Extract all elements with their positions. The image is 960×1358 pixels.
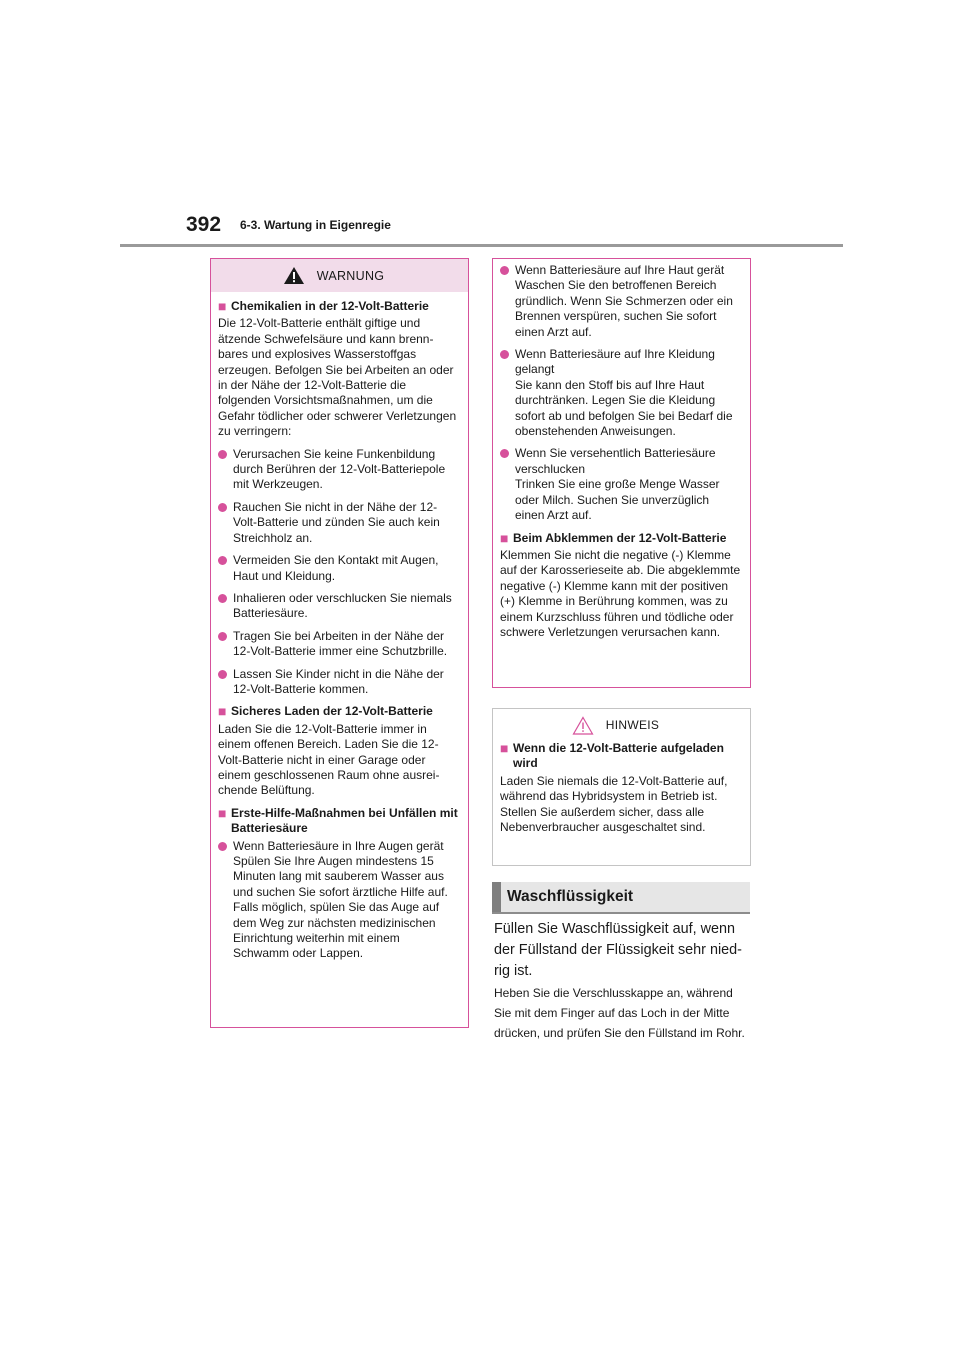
section-heading: ■ Chemikalien in der 12-Volt-Batterie <box>218 298 429 314</box>
warning-body-continued <box>493 259 750 640</box>
section-heading: ■ Beim Abklemmen der 12-Volt-Batterie <box>500 529 727 546</box>
section-heading: ■ Erste-Hilfe-Maßnahmen bei Unfällen mit Batteriesäure <box>218 804 458 836</box>
page-number: 392 <box>186 213 222 236</box>
list-item: Wenn Sie versehentlich Batteriesäure verschlucken Trinken Sie eine große Menge Wasser oder Milch. Suchen Sie unverzüglich einen Arzt auf. <box>500 446 741 523</box>
list-item: Tragen Sie bei Arbeiten in der Nähe der 12-Volt-Batterie immer eine Schutzbrille. <box>218 629 459 660</box>
section-title: 6-3. Wartung in Eigenregie <box>240 218 391 232</box>
square-bullet-icon: ■ <box>218 298 227 314</box>
bullet-dot-icon <box>218 450 227 459</box>
warning-box-continued <box>492 258 751 688</box>
bullet-dot-icon <box>218 842 227 851</box>
bullet-dot-icon <box>500 350 509 359</box>
washer-fluid-title: Waschflüssigkeit <box>507 888 634 905</box>
paragraph: Laden Sie die 12-Volt-Batterie immer in einem offenen Bereich. Laden Sie die 12-Volt-Batterie nicht in einer Garage oder einem geschlossenen Raum ohne ausreichende Belüftung. <box>218 721 440 798</box>
square-bullet-icon: ■ <box>500 740 509 756</box>
warning-body <box>211 292 468 962</box>
section-heading: ■ Sicheres Laden der 12-Volt-Batterie <box>218 703 433 720</box>
washer-fluid-text: Heben Sie die Verschlusskappe an, während Sie mit dem Finger auf das Loch in der Mitte drücken, und prüfen Sie den Füllstand im Rohr. <box>494 986 745 1040</box>
square-bullet-icon: ■ <box>218 804 227 821</box>
bullet-dot-icon <box>218 632 227 641</box>
notice-box <box>492 708 751 866</box>
list-item: Wenn Batteriesäure auf Ihre Kleidung gelangt Sie kann den Stoff bis auf Ihre Haut durchtränken. Legen Sie die Kleidung sofort ab und befolgen Sie bei Bedarf die obenstehenden Anweisungen. <box>500 347 741 439</box>
notice-body <box>493 739 750 835</box>
header-rule <box>120 244 843 247</box>
washer-fluid-heading <box>492 882 750 914</box>
list-item: Lassen Sie Kinder nicht in die Nähe der 12-Volt-Batterie kommen. <box>218 667 459 698</box>
list-item: Wenn Batteriesäure in Ihre Augen gerät Spülen Sie Ihre Augen mindestens 15 Minuten lang mit sauberem Wasser aus und suchen Sie sofort ärztliche Hilfe auf. Falls möglich, spülen Sie das Auge auf dem Weg zur nächsten medizinischen Einrichtung weiterhin mit einem Schwamm oder Lappen. <box>218 839 459 962</box>
bullet-dot-icon <box>218 594 227 603</box>
list-item: Wenn Batteriesäure auf Ihre Haut gerät Waschen Sie den betroffenen Bereich gründlich. Wenn Sie Schmerzen oder ein Brennen verspüren, suchen Sie sofort einen Arzt auf. <box>500 263 741 340</box>
bullet-dot-icon <box>500 266 509 275</box>
warning-title: WARNUNG <box>316 268 385 283</box>
notice-header <box>493 711 750 739</box>
warning-triangle-icon <box>283 266 305 285</box>
warning-box <box>210 258 469 1028</box>
paragraph: Klemmen Sie nicht die negative (-) Klemme auf der Karosserieseite ab. Die abgeklemmte negative (-) Klemme kann mit der positiven (+) Klemme in Berührung kommen, was zu einem Kurzschluss führen und tödliche oder schwere Verletzungen verursachen kann. <box>500 547 741 639</box>
warning-header <box>211 259 468 292</box>
list-item: Vermeiden Sie den Kontakt mit Augen, Haut und Kleidung. <box>218 553 459 584</box>
paragraph: Laden Sie niemals die 12-Volt-Batterie auf, während das Hybridsystem in Betrieb ist. Stellen Sie außerdem sicher, dass alle Nebenverbraucher ausgeschaltet sind. <box>500 773 728 835</box>
square-bullet-icon: ■ <box>500 529 509 546</box>
notice-title: HINWEIS <box>605 718 660 732</box>
list-item: Rauchen Sie nicht in der Nähe der 12-Volt-Batterie und zünden Sie auch kein Streichholz an. <box>218 500 459 546</box>
bullet-dot-icon <box>218 503 227 512</box>
bullet-dot-icon <box>218 556 227 565</box>
bullet-dot-icon <box>500 449 509 458</box>
bullet-dot-icon <box>218 670 227 679</box>
washer-fluid-lead: Füllen Sie Waschflüssigkeit auf, wenn der Füllstand der Flüssigkeit sehr niedrig ist. <box>494 921 742 979</box>
list-item: Inhalieren oder verschlucken Sie niemals Batteriesäure. <box>218 591 459 622</box>
paragraph: Die 12-Volt-Batterie enthält giftige und ätzende Schwefelsäure und kann brennbares und explosives Wasserstoffgas erzeugen. Befolgen Sie bei Arbeiten an oder in der Nähe der 12-Volt-Batterie die folgenden Vorsichtsmaßnahmen, um die Gefahr tödlicher oder schwerer Verletzungen zu verringern: <box>218 316 457 439</box>
list-item: Verursachen Sie keine Funkenbildung durch Berühren der 12-Volt-Batteriepole mit Werkzeugen. <box>218 447 459 493</box>
section-heading: ■ Wenn die 12-Volt-Batterie aufgeladen wird <box>500 740 724 771</box>
notice-triangle-icon <box>572 716 594 735</box>
square-bullet-icon: ■ <box>218 703 227 720</box>
heading-bar <box>492 882 501 912</box>
